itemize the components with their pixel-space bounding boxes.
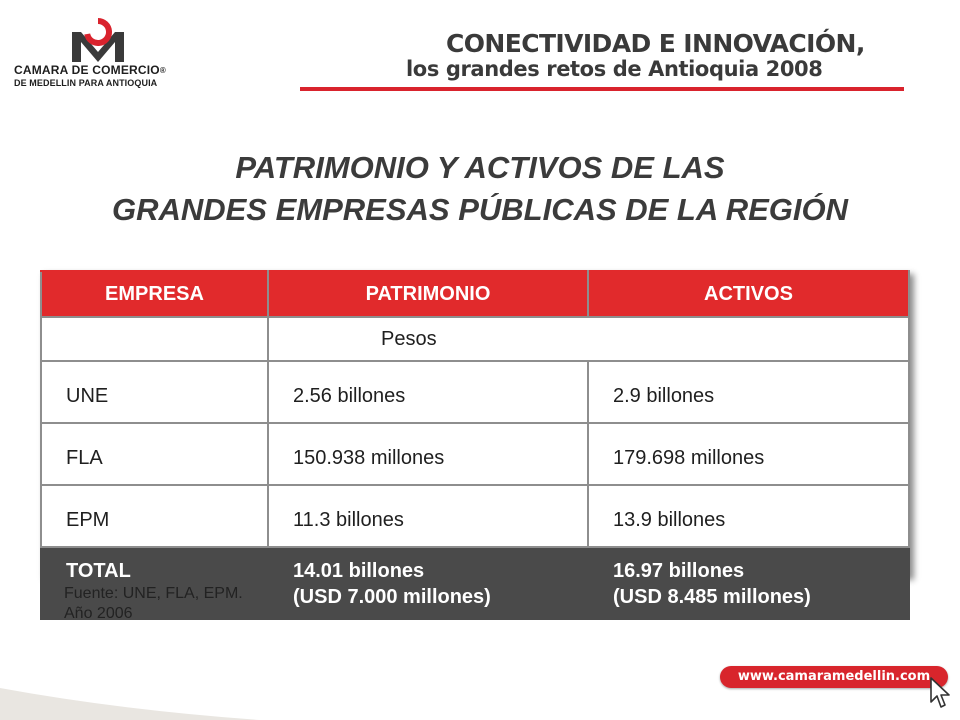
chamber-logo [14, 14, 199, 94]
empresa-cell: FLA [41, 423, 268, 485]
units-row [41, 317, 909, 361]
column-header-empresa: EMPRESA [41, 271, 268, 317]
patrimonio-cell: 11.3 billones [268, 485, 588, 547]
logo-subtitle: DE MEDELLIN PARA ANTIOQUIA [14, 78, 158, 88]
slogan-line-1: CONECTIVIDAD E INNOVACIÓN, [446, 29, 865, 58]
activos-cell: 179.698 millones [588, 423, 909, 485]
hand-cursor-icon [928, 676, 952, 710]
chamber-logo-icon [70, 18, 126, 64]
column-header-patrimonio: PATRIMONIO [268, 271, 588, 317]
total-activos-usd: (USD 8.485 millones) [613, 586, 811, 608]
units-empty-cell [41, 317, 268, 361]
empresa-cell: EPM [41, 485, 268, 547]
total-patrimonio: 14.01 billones [293, 560, 425, 582]
total-label: TOTAL [41, 547, 268, 619]
website-link[interactable]: www.camaramedellin.com [720, 666, 948, 688]
patrimonio-cell: 2.56 billones [268, 361, 588, 423]
column-header-activos: ACTIVOS [588, 271, 909, 317]
total-patrimonio-cell [268, 547, 588, 619]
total-activos-cell [588, 547, 909, 619]
patrimonio-cell: 150.938 millones [268, 423, 588, 485]
units-label: Pesos [268, 317, 909, 361]
total-activos: 16.97 billones [613, 560, 745, 582]
source-note [64, 584, 243, 624]
slogan-line-2: los grandes retos de Antioquia 2008 [406, 57, 823, 81]
page-title-line-1: PATRIMONIO Y ACTIVOS DE LAS [235, 150, 725, 185]
table-row [41, 361, 909, 423]
activos-cell: 13.9 billones [588, 485, 909, 547]
logo-name: CAMARA DE COMERCIO® [14, 63, 166, 77]
header-rule [300, 87, 904, 91]
source-line-1: Fuente: UNE, FLA, EPM. [64, 585, 243, 602]
total-patrimonio-usd: (USD 7.000 millones) [293, 586, 491, 608]
activos-cell: 2.9 billones [588, 361, 909, 423]
empresa-cell: UNE [41, 361, 268, 423]
page-title-line-2: GRANDES EMPRESAS PÚBLICAS DE LA REGIÓN [111, 192, 849, 227]
table-row [41, 485, 909, 547]
decorative-corner [0, 680, 260, 720]
source-line-2: Año 2006 [64, 605, 133, 622]
table-header-row [41, 271, 909, 317]
table-row [41, 423, 909, 485]
